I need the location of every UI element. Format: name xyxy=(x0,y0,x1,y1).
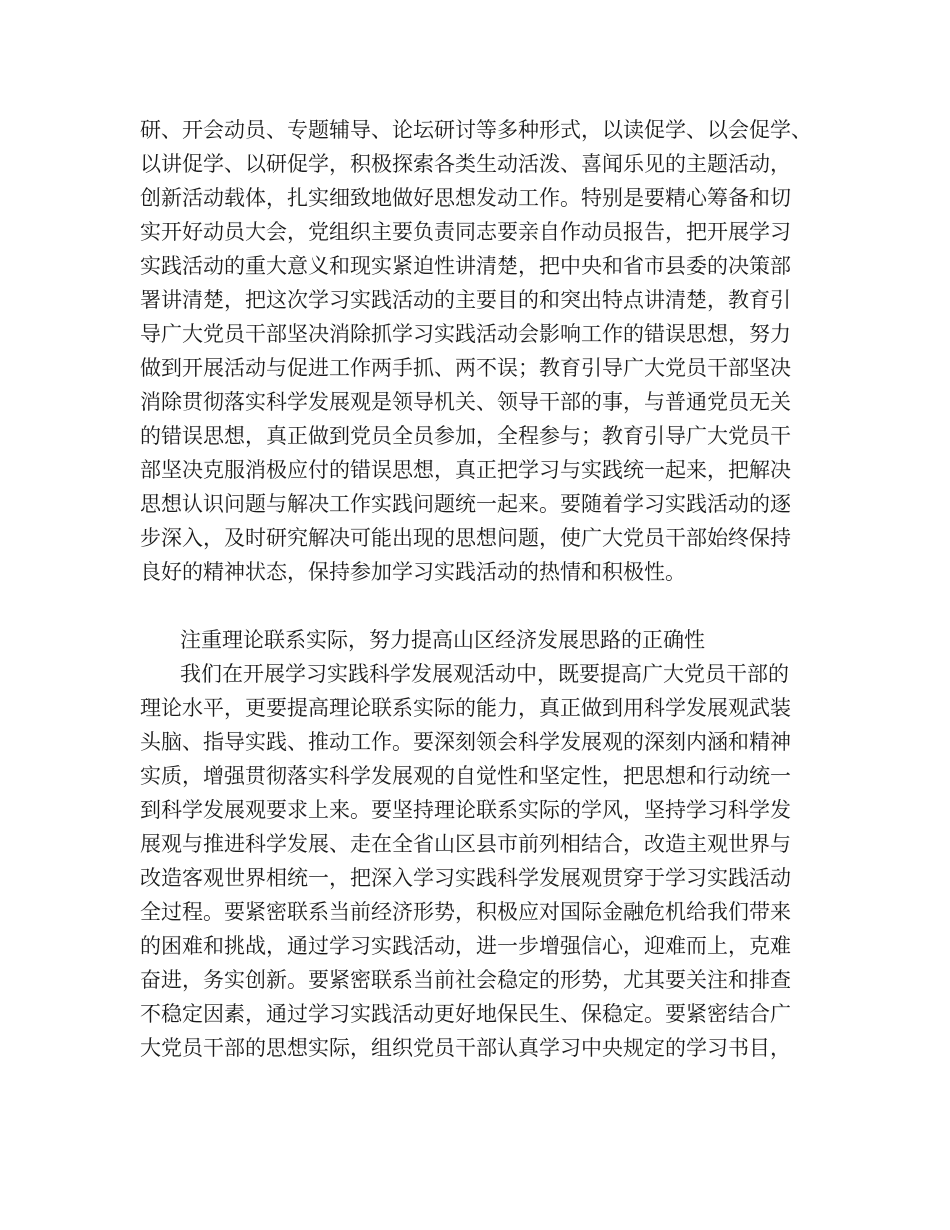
text-line: 的困难和挑战，通过学习实践活动，进一步增强信心，迎难而上，克难 xyxy=(140,934,791,958)
paragraph xyxy=(140,657,830,1065)
text-line: 部坚决克服消极应付的错误思想，真正把学习与实践统一起来，把解决 xyxy=(140,458,791,482)
text-line: 做到开展活动与促进工作两手抓、两不误；教育引导广大党员干部坚决 xyxy=(140,356,791,380)
text-line: 实开好动员大会，党组织主要负责同志要亲自作动员报告，把开展学习 xyxy=(140,220,791,244)
section-heading-block xyxy=(140,623,830,657)
text-line: 全过程。要紧密联系当前经济形势，积极应对国际金融危机给我们带来 xyxy=(140,900,791,924)
text-line: 实践活动的重大意义和现实紧迫性讲清楚，把中央和省市县委的决策部 xyxy=(140,254,791,278)
text-line: 到科学发展观要求上来。要坚持理论联系实际的学风，坚持学习科学发 xyxy=(140,798,791,822)
text-line: 以讲促学、以研促学，积极探索各类生动活泼、喜闻乐见的主题活动， xyxy=(140,152,791,176)
text-line: 理论水平，更要提高理论联系实际的能力，真正做到用科学发展观武装 xyxy=(140,696,791,720)
section-heading: 注重理论联系实际，努力提高山区经济发展思路的正确性 xyxy=(180,628,705,652)
text-line: 头脑、指导实践、推动工作。要深刻领会科学发展观的深刻内涵和精神 xyxy=(140,730,791,754)
text-line: 大党员干部的思想实际，组织党员干部认真学习中央规定的学习书目， xyxy=(140,1036,791,1060)
text-line: 改造客观世界相统一，把深入学习实践科学发展观贯穿于学习实践活动 xyxy=(140,866,791,890)
text-line: 我们在开展学习实践科学发展观活动中，既要提高广大党员干部的 xyxy=(180,662,789,686)
text-line: 的错误思想，真正做到党员全员参加，全程参与；教育引导广大党员干 xyxy=(140,424,791,448)
text-line: 实质，增强贯彻落实科学发展观的自觉性和坚定性，把思想和行动统一 xyxy=(140,764,791,788)
text-line: 研、开会动员、专题辅导、论坛研讨等多种形式，以读促学、以会促学、 xyxy=(140,118,812,142)
text-line: 奋进，务实创新。要紧密联系当前社会稳定的形势，尤其要关注和排查 xyxy=(140,968,791,992)
text-line: 步深入，及时研究解决可能出现的思想问题，使广大党员干部始终保持 xyxy=(140,526,791,550)
text-line: 不稳定因素，通过学习实践活动更好地保民生、保稳定。要紧密结合广 xyxy=(140,1002,791,1026)
text-line: 良好的精神状态，保持参加学习实践活动的热情和积极性。 xyxy=(140,560,686,584)
text-line: 展观与推进科学发展、走在全省山区县市前列相结合，改造主观世界与 xyxy=(140,832,791,856)
paragraph-continuation xyxy=(140,113,830,589)
text-line: 思想认识问题与解决工作实践问题统一起来。要随着学习实践活动的逐 xyxy=(140,492,791,516)
text-line: 导广大党员干部坚决消除抓学习实践活动会影响工作的错误思想，努力 xyxy=(140,322,791,346)
text-line: 创新活动载体，扎实细致地做好思想发动工作。特别是要精心筹备和切 xyxy=(140,186,791,210)
text-line: 署讲清楚，把这次学习实践活动的主要目的和突出特点讲清楚，教育引 xyxy=(140,288,791,312)
text-line: 消除贯彻落实科学发展观是领导机关、领导干部的事，与普通党员无关 xyxy=(140,390,791,414)
